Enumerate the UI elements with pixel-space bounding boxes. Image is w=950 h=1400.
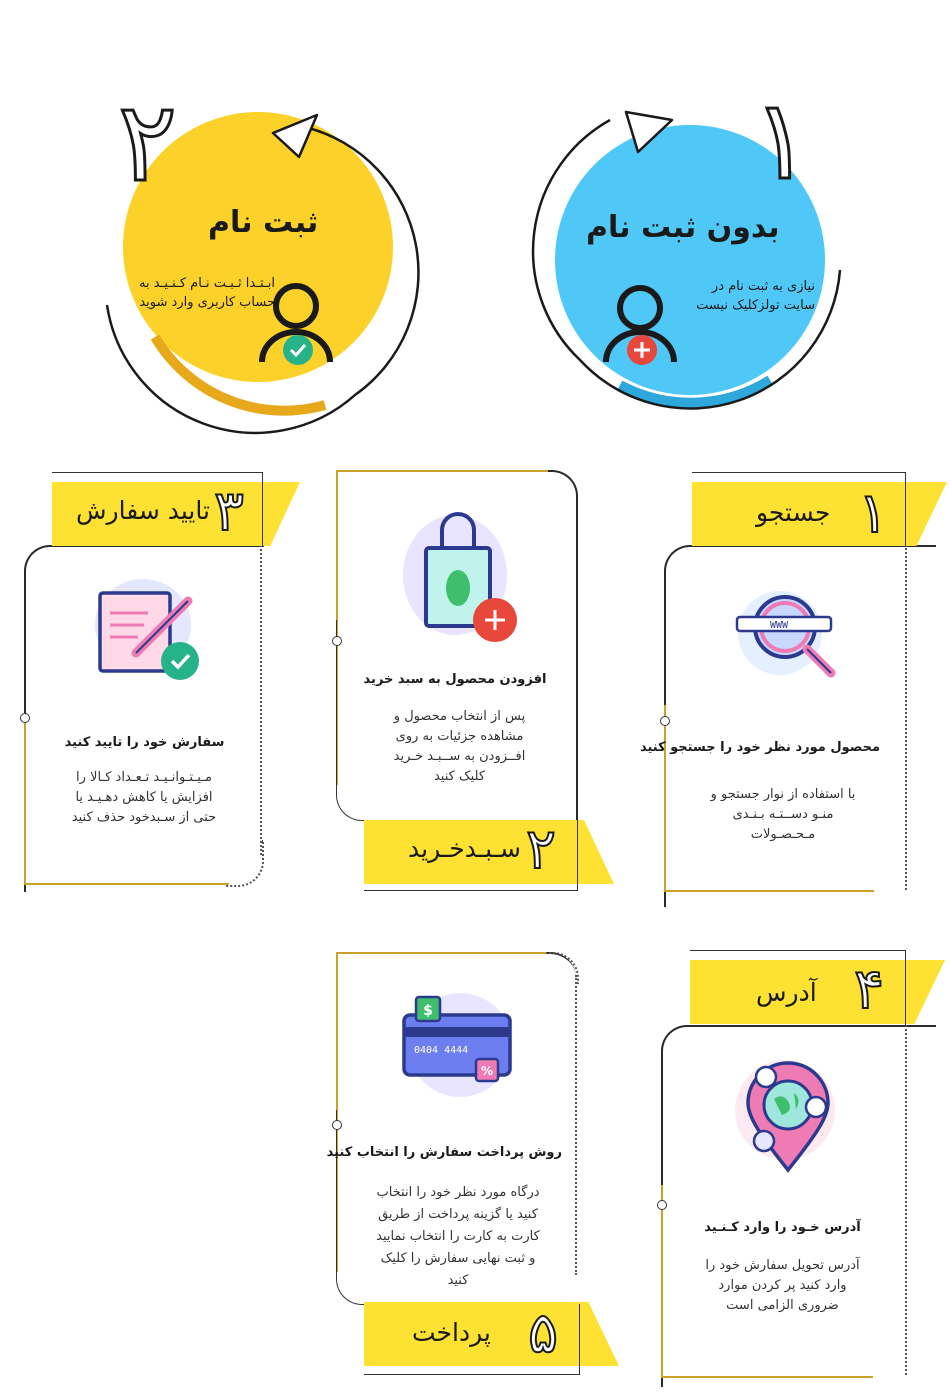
signup-number: ٢ xyxy=(118,78,178,206)
step-address-description: آدرس تحويل سفارش خود را وارد كنيد پر كردن موارد ضروری الزامی است xyxy=(705,1258,860,1313)
signup-title: ثبت نام xyxy=(208,205,319,240)
svg-text:%: % xyxy=(480,1064,494,1078)
www-text: WWW xyxy=(769,620,789,631)
user-plus-icon xyxy=(600,282,684,370)
step-address-title: آدرس خـود را وارد كـنـيد xyxy=(704,1220,861,1235)
step-address-number: ۴ xyxy=(854,957,885,1022)
step-payment-description: درگاه مورد نظر خود را انتخاب كنيد يا گزينه پرداخت از طريق كارت به كارت را انتخاب نماييد و ثبت نهايی سفارش را كليک كنيد xyxy=(376,1185,540,1288)
step-search-label: جستجو xyxy=(756,498,831,527)
step-payment-number: ۵ xyxy=(528,1301,559,1366)
step-cart-title: افزودن محصول به سبد خريد xyxy=(363,672,547,687)
step-payment-label: پرداخت xyxy=(412,1318,491,1347)
shopping-bag-add-icon xyxy=(400,510,525,645)
step-search-title: محصول مورد نظر خود را جستجو كنيد xyxy=(639,740,880,755)
step-confirm-description: مـيـتـوانـيـد تـعـداد كـالا را افزايش يا كاهش دهـيـد يا حتی از سـبدخود حذف كنيد xyxy=(71,770,217,825)
guest-number: ١ xyxy=(752,76,812,204)
step-cart-description: پس از انتخاب محصول و مشاهده جزئيات به روی افــزودن به ســبـد خـريد كليک كنيد xyxy=(393,709,526,784)
signup-description: ابـتـدا ثـبـت نـام كـنـيـد به حساب كاربری وارد شويد xyxy=(139,276,275,310)
svg-text:$: $ xyxy=(423,1003,433,1019)
credit-card-icon xyxy=(400,985,520,1100)
document-check-icon xyxy=(88,575,208,690)
magnifier-www-icon xyxy=(735,585,840,690)
step-search-number: ١ xyxy=(858,481,889,546)
step-address-label: آدرس xyxy=(756,978,817,1007)
map-pin-globe-icon xyxy=(730,1055,840,1180)
step-confirm-title: سفارش خود را تاييد كنيد xyxy=(64,735,225,750)
step-confirm-label: تاييد سفارش xyxy=(76,496,210,525)
guest-description: نيازی به ثبت نام در سايت تولزكليک نيست xyxy=(696,279,815,313)
card-number-text: 0404 4444 xyxy=(414,1045,469,1056)
step-payment-title: روش پرداخت سفارش را انتخاب كنيد xyxy=(326,1145,562,1160)
step-search-description: با استفاده از نوار جستجو و منـو دســتـه بـنـدی مـحـصـولات xyxy=(710,787,856,842)
step-cart-label: سـبـدخـريد xyxy=(408,834,521,863)
step-confirm-number: ٣ xyxy=(214,479,245,544)
guest-title: بدون ثبت نام xyxy=(586,210,780,245)
user-check-icon xyxy=(258,280,342,368)
step-cart-number: ٢ xyxy=(526,817,557,882)
